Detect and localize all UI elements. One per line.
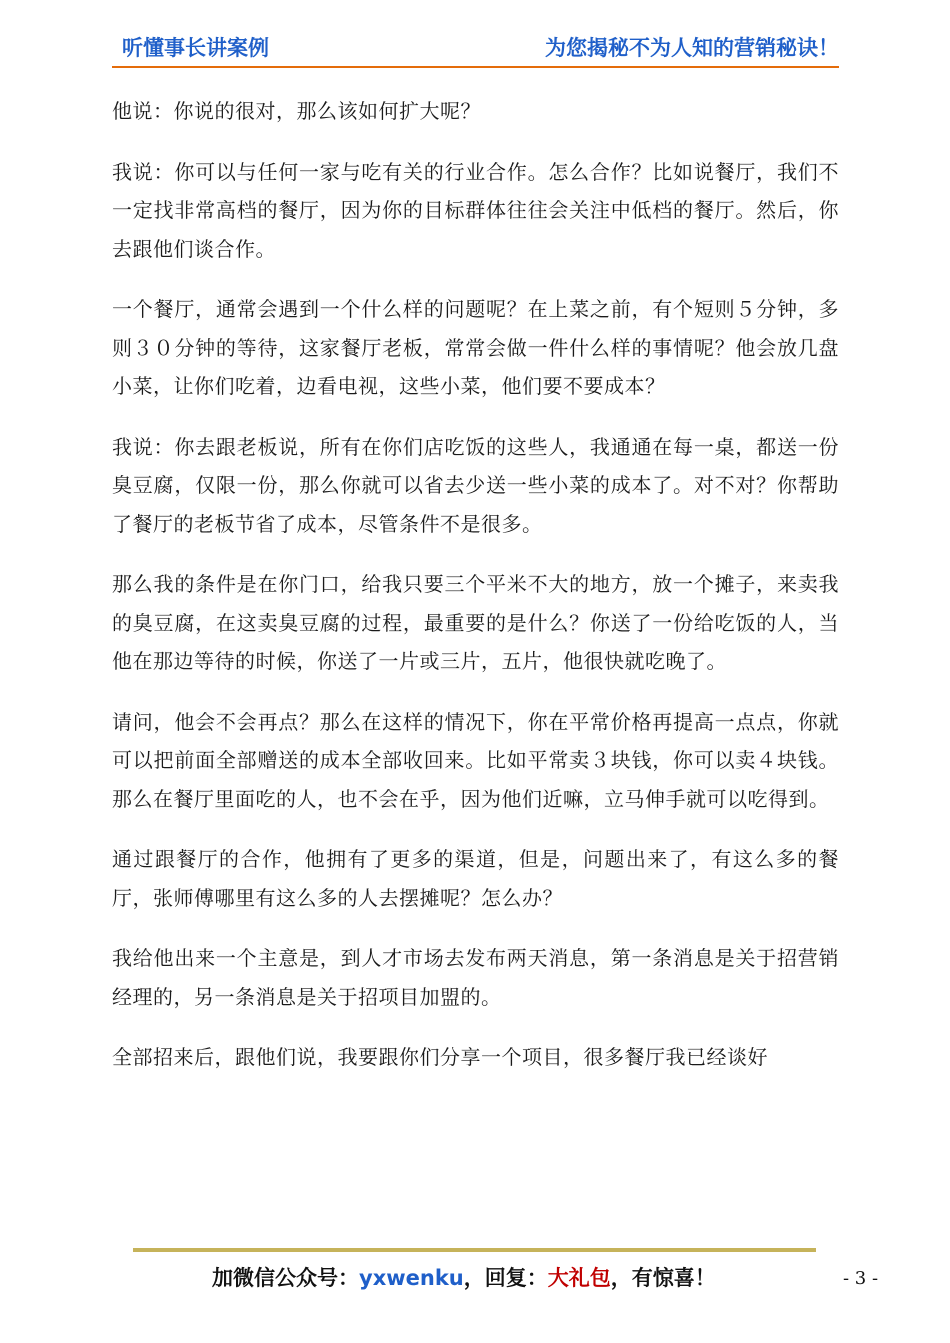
paragraph: 我给他出来一个主意是，到人才市场去发布两天消息，第一条消息是关于招营销经理的，另一条消息是关于招项目加盟的。 <box>112 946 839 1009</box>
document-body <box>112 92 839 1099</box>
header-slogan: 为您揭秘不为人知的营销秘诀！ <box>545 36 839 60</box>
paragraph: 全部招来后，跟他们说，我要跟你们分享一个项目，很多餐厅我已经谈好 <box>112 1045 768 1069</box>
paragraph: 一个餐厅，通常会遇到一个什么样的问题呢？在上菜之前，有个短则５分钟，多则３０分钟的等待，这家餐厅老板，常常会做一件什么样的事情呢？他会放几盘小菜，让你们吃着，边看电视，这些小菜，他们要不要成本？ <box>112 297 839 398</box>
header-divider <box>112 66 839 68</box>
footer-middle: ，回复： <box>463 1266 548 1290</box>
paragraph: 请问，他会不会再点？那么在这样的情况下，你在平常价格再提高一点点，你就可以把前面全部赠送的成本全部收回来。比如平常卖３块钱，你可以卖４块钱。那么在餐厅里面吃的人，也不会在乎，因为他们近嘛，立马伸手就可以吃得到。 <box>112 709 839 811</box>
footer-suffix: ，有惊喜！ <box>610 1266 716 1290</box>
footer-promo <box>212 1262 716 1294</box>
page-header <box>112 34 839 68</box>
footer-prefix: 加微信公众号： <box>212 1266 359 1290</box>
page-footer <box>0 1262 950 1296</box>
paragraph: 我说：你去跟老板说，所有在你们店吃饭的这些人，我通通在每一桌，都送一份臭豆腐，仅限一份，那么你就可以省去少送一些小菜的成本了。对不对？你帮助了餐厅的老板节省了成本，尽管条件不是很多。 <box>112 434 839 536</box>
paragraph: 他说：你说的很对，那么该如何扩大呢？ <box>112 99 481 123</box>
paragraph: 我说：你可以与任何一家与吃有关的行业合作。怎么合作？比如说餐厅，我们不一定找非常高档的餐厅，因为你的目标群体往往会关注中低档的餐厅。然后，你去跟他们谈合作。 <box>112 159 839 261</box>
paragraph: 那么我的条件是在你门口，给我只要三个平米不大的地方，放一个摊子，来卖我的臭豆腐，在这卖臭豆腐的过程，最重要的是什么？你送了一份给吃饭的人，当他在那边等待的时候，你送了一片或三片，五片，他很快就吃晚了。 <box>112 572 839 673</box>
footer-divider <box>133 1248 816 1252</box>
page-number: - 3 - <box>843 1268 879 1289</box>
wechat-account: yxwenku <box>359 1266 464 1290</box>
header-title: 听懂事长讲案例 <box>122 36 269 60</box>
paragraph: 通过跟餐厅的合作，他拥有了更多的渠道，但是，问题出来了，有这么多的餐厅，张师傅哪里有这么多的人去摆摊呢？怎么办？ <box>112 847 839 910</box>
gift-keyword: 大礼包 <box>547 1266 611 1290</box>
